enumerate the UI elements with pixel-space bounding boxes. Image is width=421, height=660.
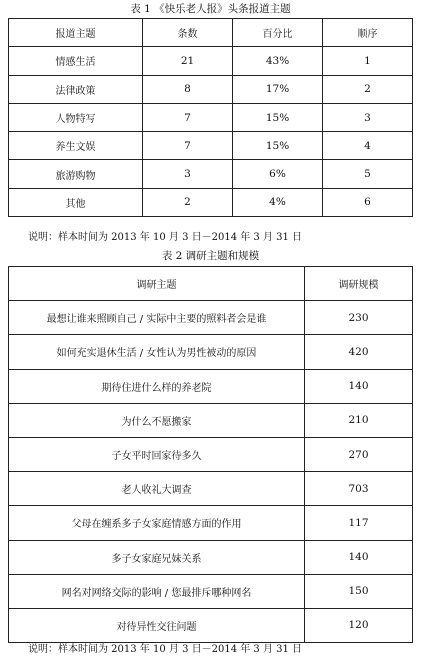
survey-size-cell: 150 <box>305 574 413 608</box>
table-row <box>9 188 413 216</box>
topic-cell: 情感生活 <box>9 47 143 75</box>
survey-size-cell: 210 <box>305 403 413 437</box>
table-row <box>9 574 413 608</box>
table-row <box>9 301 413 335</box>
rank-cell: 5 <box>323 160 413 188</box>
column-header: 顺序 <box>323 19 413 47</box>
percent-cell: 17% <box>233 75 323 103</box>
survey-size-cell: 140 <box>305 540 413 574</box>
table-header-row <box>9 267 413 301</box>
rank-cell: 1 <box>323 47 413 75</box>
column-header: 调研主题 <box>9 267 305 301</box>
survey-size-cell: 270 <box>305 437 413 471</box>
table-row <box>9 47 413 75</box>
column-header: 条数 <box>143 19 233 47</box>
survey-topic-cell: 最想让谁来照顾自己 / 实际中主要的照料者会是谁 <box>9 301 305 335</box>
rank-cell: 4 <box>323 132 413 160</box>
table-row <box>9 540 413 574</box>
survey-size-cell: 420 <box>305 335 413 369</box>
survey-topic-cell: 子女平时回家待多久 <box>9 437 305 471</box>
survey-topic-cell: 期待住进什么样的养老院 <box>9 369 305 403</box>
topic-cell: 养生文娱 <box>9 132 143 160</box>
percent-cell: 43% <box>233 47 323 75</box>
survey-size-cell: 117 <box>305 506 413 540</box>
survey-topic-cell: 如何充实退休生活 / 女性认为男性被动的原因 <box>9 335 305 369</box>
survey-size-cell: 703 <box>305 472 413 506</box>
table-row <box>9 403 413 437</box>
table2-note: 说明：样本时间为 2013 年 10 月 3 日－2014 年 3 月 31 日 <box>28 644 303 655</box>
percent-cell: 15% <box>233 103 323 131</box>
topic-cell: 法律政策 <box>9 75 143 103</box>
percent-cell: 15% <box>233 132 323 160</box>
table-row <box>9 506 413 540</box>
column-header: 调研规模 <box>305 267 413 301</box>
table-row <box>9 472 413 506</box>
percent-cell: 6% <box>233 160 323 188</box>
table-row <box>9 132 413 160</box>
table2-caption: 表 2 调研主题和规模 <box>161 250 260 262</box>
survey-topic-cell: 为什么不愿搬家 <box>9 403 305 437</box>
survey-topic-cell: 父母在缠系多子女家庭情感方面的作用 <box>9 506 305 540</box>
rank-cell: 6 <box>323 188 413 216</box>
table-row <box>9 160 413 188</box>
table-header-row <box>9 19 413 47</box>
percent-cell: 4% <box>233 188 323 216</box>
rank-cell: 2 <box>323 75 413 103</box>
survey-size-cell: 140 <box>305 369 413 403</box>
survey-topic-cell: 老人收礼大调查 <box>9 472 305 506</box>
survey-topic-cell: 对待异性交往问题 <box>9 608 305 642</box>
topic-cell: 旅游购物 <box>9 160 143 188</box>
table-row <box>9 75 413 103</box>
column-header: 报道主题 <box>9 19 143 47</box>
survey-topic-cell: 多子女家庭兄妹关系 <box>9 540 305 574</box>
topic-table <box>8 18 413 217</box>
count-cell: 3 <box>143 160 233 188</box>
count-cell: 8 <box>143 75 233 103</box>
table1-note: 说明：样本时间为 2013 年 10 月 3 日－2014 年 3 月 31 日 <box>28 232 303 243</box>
count-cell: 2 <box>143 188 233 216</box>
count-cell: 7 <box>143 132 233 160</box>
column-header: 百分比 <box>233 19 323 47</box>
survey-size-cell: 230 <box>305 301 413 335</box>
count-cell: 7 <box>143 103 233 131</box>
count-cell: 21 <box>143 47 233 75</box>
table-row <box>9 369 413 403</box>
table1-caption: 表 1 《快乐老人报》头条报道主题 <box>130 3 291 15</box>
rank-cell: 3 <box>323 103 413 131</box>
table-row <box>9 608 413 642</box>
topic-cell: 其他 <box>9 188 143 216</box>
survey-size-cell: 120 <box>305 608 413 642</box>
table-row <box>9 335 413 369</box>
topic-cell: 人物特写 <box>9 103 143 131</box>
survey-topic-cell: 网名对网络交际的影响 / 您最排斥哪种网名 <box>9 574 305 608</box>
table-row <box>9 103 413 131</box>
table-row <box>9 437 413 471</box>
survey-table <box>8 266 413 643</box>
